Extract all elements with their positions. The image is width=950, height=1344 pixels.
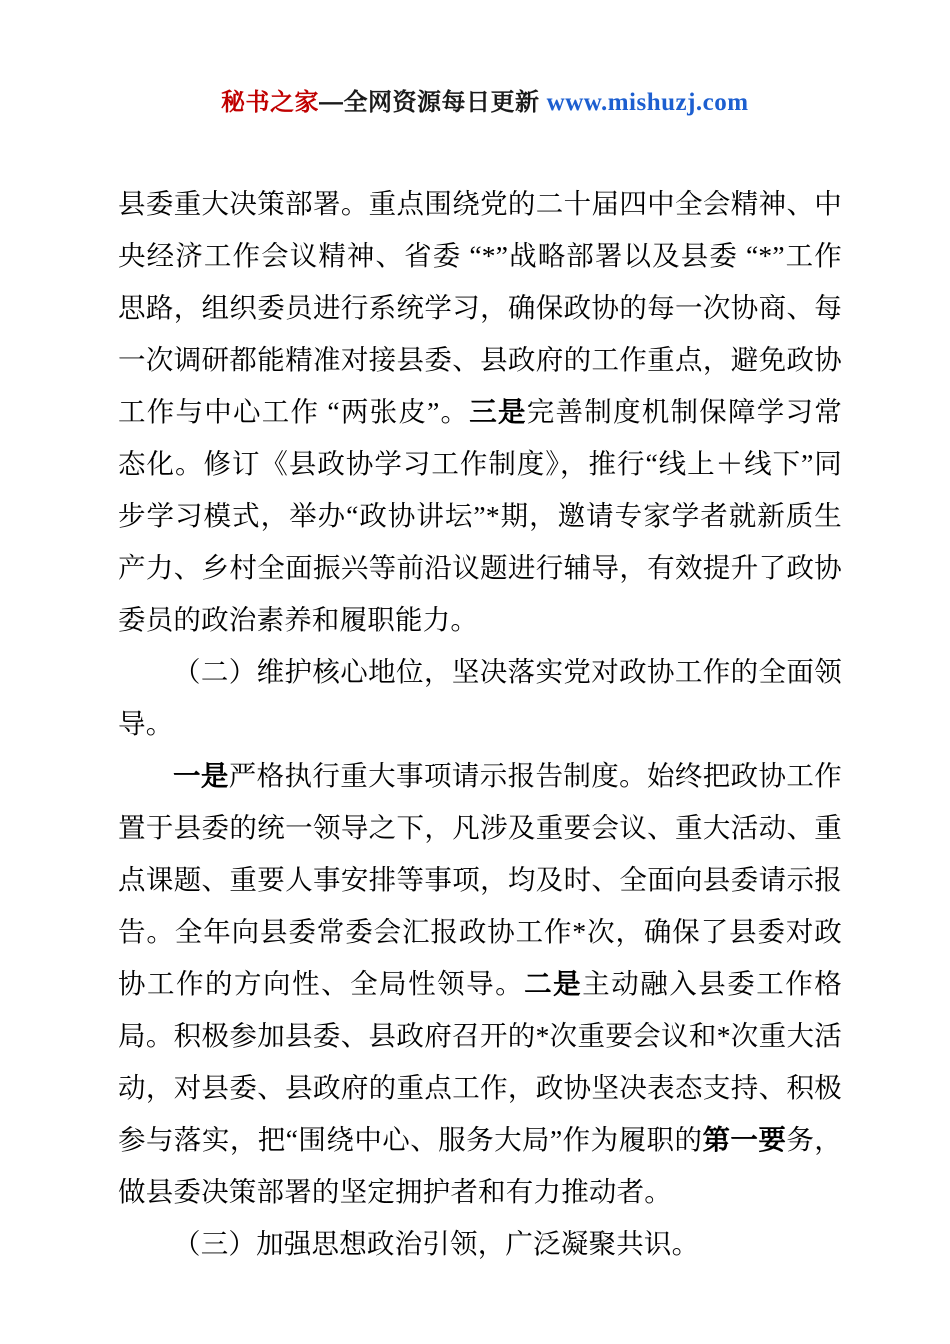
emphasis-run: 三是: [469, 396, 527, 427]
text-run: 主动融入县委工作格局。积极参加县委、县政府召开的*次重要会议和*次重大活动，对县委、县政府的重点工作，政协坚决表态支持、积极参与落实，把“围绕中心、服务大局”作为履职的: [118, 968, 842, 1155]
para-4: [118, 1218, 842, 1270]
emphasis-run: 一是: [173, 760, 229, 791]
text-run: （二）维护核心地位，坚决落实党对政协工作的全面领导。: [118, 656, 842, 739]
document-body: [118, 178, 842, 1270]
text-run: 严格执行重大事项请示报告制度。始终把政协工作置于县委的统一领导之下，凡涉及重要会议、重大活动、重点课题、重要人事安排等事项，均及时、全面向县委请示报告。全年向县委常委会汇报政协工作*次，确保了县委对政协工作的方向性、全局性领导。: [118, 760, 842, 999]
text-run: 完善制度机制保障学习常态化。修订《县政协学习工作制度》，推行“线上＋线下”同步学习模式，举办“政协讲坛”*期，邀请专家学者就新质生产力、乡村全面振兴等前沿议题进行辅导，有效提升了政协委员的政治素养和履职能力。: [118, 396, 842, 635]
para-3: [118, 750, 842, 1218]
paragraph-container: [118, 178, 842, 1270]
emphasis-run: 第一要: [702, 1124, 787, 1155]
watermark-url[interactable]: www.mishuzj.com: [546, 89, 749, 116]
watermark-header: [221, 88, 749, 118]
text-run: 务，做县委决策部署的坚定拥护者和有力推动者。: [118, 1124, 843, 1207]
text-run: （三）加强思想政治引领，广泛凝聚共识。: [173, 1228, 700, 1259]
watermark-separator: —全网资源每日更新: [319, 89, 540, 116]
para-2: [118, 646, 842, 750]
para-1: [118, 178, 842, 646]
text-run: 县委重大决策部署。重点围绕党的二十届四中全会精神、中央经济工作会议精神、省委 “*”战略部署以及县委 “*”工作思路，组织委员进行系统学习，确保政协的每一次协商、每一次调研都能精准对接县委、县政府的工作重点，避免政协工作与中心工作 “两张皮”。: [118, 188, 842, 427]
emphasis-run: 二是: [524, 968, 583, 999]
watermark-brand: 秘书之家: [221, 89, 319, 116]
